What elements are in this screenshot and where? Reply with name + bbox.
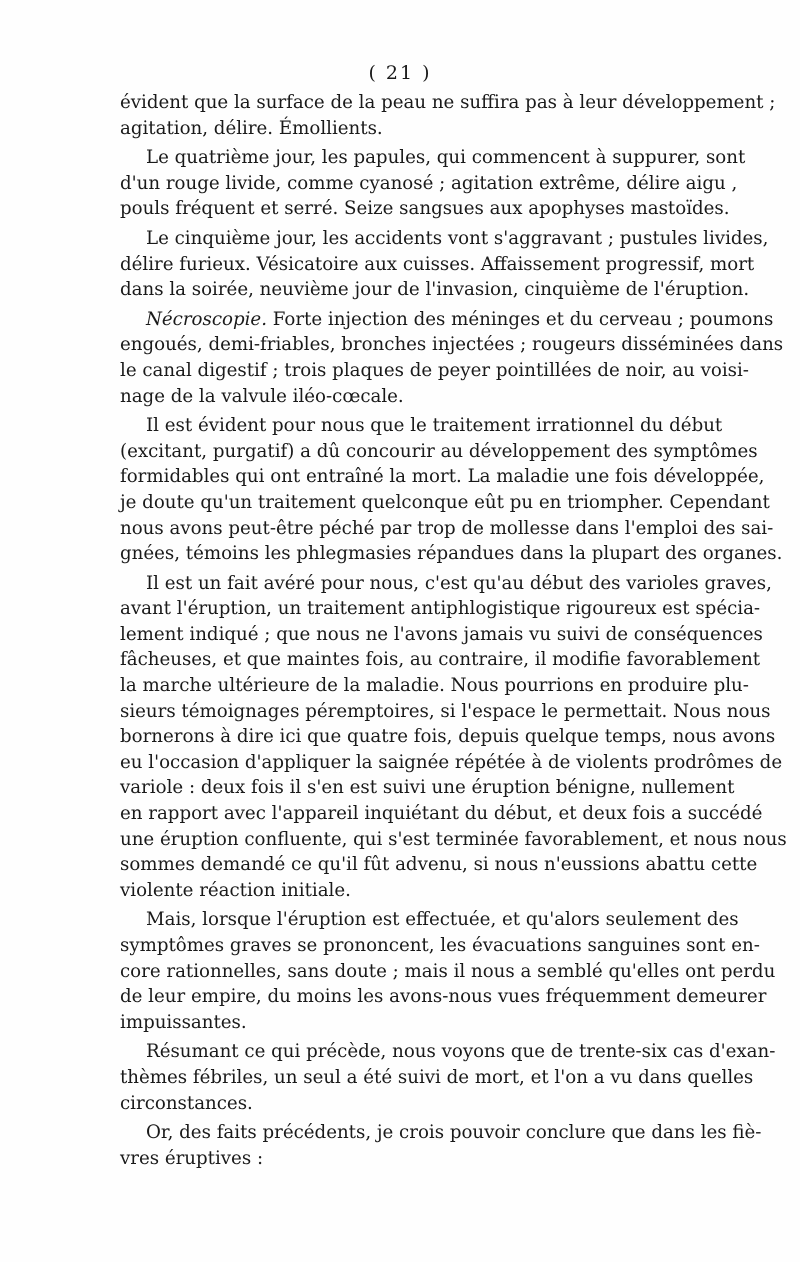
paragraph: [120, 307, 784, 409]
text-line-content: délire furieux. Vésicatoire aux cuisses. Affaissement progressif, mort: [120, 253, 755, 275]
italic-heading: Nécroscopie.: [146, 308, 267, 330]
text-line-content: avant l'éruption, un traitement antiphlogistique rigoureux est spécia-: [120, 598, 761, 620]
text-line: [120, 852, 758, 878]
text-line: [120, 196, 730, 222]
text-line-content: formidables qui ont entraîné la mort. La maladie une fois développée,: [120, 466, 765, 488]
text-line-content: Le cinquième jour, les accidents vont s'aggravant ; pustules livides,: [146, 227, 769, 249]
text-line: [120, 933, 760, 959]
text-line: [120, 464, 765, 490]
paragraph: [120, 1039, 776, 1116]
paragraph: [120, 571, 787, 904]
text-line-content: symptômes graves se prononcent, les évacuations sanguines sont en-: [120, 935, 760, 956]
text-line: [120, 750, 783, 776]
text-line-content: lement indiqué ; que nous ne l'avons jamais vu suivi de conséquences: [120, 623, 763, 645]
text-line: [120, 801, 763, 827]
text-line-content: Forte injection des méninges et du cerveau ; poumons: [266, 308, 774, 330]
text-line-content: fâcheuses, et que maintes fois, au contraire, il modifie favorablement: [120, 649, 761, 671]
text-line-content: engoués, demi-friables, bronches injectées ; rougeurs disséminées dans: [120, 334, 784, 356]
text-line-content: nous avons peut-être péché par trop de mollesse dans l'emploi des sai-: [120, 517, 774, 539]
text-line-content: le canal digestif ; trois plaques de peyer pointillées de noir, au voisi-: [120, 359, 749, 381]
text-line: [120, 1039, 776, 1065]
text-line-content: vres éruptives :: [120, 1147, 264, 1169]
text-line: [120, 827, 787, 853]
text-line-content: de leur empire, du moins les avons-nous vues fréquemment demeurer: [120, 986, 767, 1008]
text-line: [120, 307, 774, 333]
text-line: [120, 116, 676, 142]
text-line-content: Or, des faits précédents, je crois pouvoir conclure que dans les fiè-: [146, 1122, 762, 1144]
text-line: [120, 959, 776, 985]
page-number: ( 21 ): [368, 62, 432, 84]
text-line: [120, 673, 749, 699]
text-line: [120, 490, 770, 516]
paragraph: [120, 907, 776, 1035]
text-line: [120, 541, 783, 567]
text-line-content: violente réaction initiale.: [120, 879, 351, 901]
text-line-content: en rapport avec l'appareil inquiétant du début, et deux fois a succédé: [120, 803, 763, 825]
text-line-content: pouls fréquent et serré. Seize sangsues aux apophyses mastoïdes.: [120, 198, 730, 220]
text-line-content: circonstances.: [120, 1092, 253, 1114]
text-line: [120, 277, 750, 303]
text-line-content: évident que la surface de la peau ne suffira pas à leur développement ;: [120, 92, 776, 113]
text-line-content: eu l'occasion d'appliquer la saignée répétée à de violents prodrômes de: [120, 751, 783, 773]
text-line: [120, 775, 735, 801]
text-line-content: la marche ultérieure de la maladie. Nous pourrions en produire plu-: [120, 675, 749, 697]
text-line-content: d'un rouge livide, comme cyanosé ; agitation extrême, délire aigu ,: [120, 172, 738, 194]
text-line: [120, 90, 776, 116]
text-line: [120, 984, 767, 1010]
text-line-content: (excitant, purgatif) a dû concourir au développement des symptômes: [120, 440, 758, 462]
text-line: [120, 516, 774, 542]
paragraph: [120, 413, 783, 567]
text-line-content: impuissantes.: [120, 1011, 247, 1033]
text-line-content: thèmes fébriles, un seul a été suivi de mort, et l'on a vu dans quelles: [120, 1066, 754, 1088]
text-line: [120, 252, 755, 278]
text-line: [120, 1146, 676, 1172]
text-line: [120, 439, 758, 465]
text-line-content: nage de la valvule iléo-cœcale.: [120, 385, 404, 407]
text-line-content: Résumant ce qui précède, nous voyons que de trente-six cas d'exan-: [146, 1041, 776, 1063]
text-line-content: Mais, lorsque l'éruption est effectuée, et qu'alors seulement des: [146, 909, 739, 931]
text-line-content: core rationnelles, sans doute ; mais il nous a semblé qu'elles ont perdu: [120, 960, 776, 982]
text-line-content: agitation, délire. Émollients.: [120, 117, 383, 139]
text-line: [120, 358, 749, 384]
paragraph: [120, 90, 776, 141]
text-line-content: gnées, témoins les phlegmasies répandues dans la plupart des organes.: [120, 543, 783, 565]
text-line: [120, 413, 723, 439]
text-line: [120, 622, 763, 648]
text-line-content: Il est un fait avéré pour nous, c'est qu'au début des varioles graves,: [146, 572, 772, 594]
text-line-content: Le quatrième jour, les papules, qui commencent à suppurer, sont: [146, 147, 746, 169]
text-line-content: sommes demandé ce qu'il fût advenu, si nous n'eussions abattu cette: [120, 854, 758, 876]
text-line-content: dans la soirée, neuvième jour de l'invasion, cinquième de l'éruption.: [120, 279, 750, 301]
text-line: [120, 332, 784, 358]
paragraph: [120, 1120, 762, 1171]
text-line: [120, 647, 761, 673]
text-line-content: variole : deux fois il s'en est suivi une éruption bénigne, nullement: [120, 777, 735, 799]
text-line: [120, 384, 676, 410]
paragraph: [120, 226, 769, 303]
text-line-content: une éruption confluente, qui s'est terminée favorablement, et nous nous: [120, 828, 787, 850]
text-line-content: sieurs témoignages péremptoires, si l'espace le permettait. Nous nous: [120, 700, 771, 722]
text-line: [120, 1065, 754, 1091]
paragraph: [120, 145, 746, 222]
text-line: [120, 1010, 676, 1036]
text-line: [120, 1120, 762, 1146]
text-line: [120, 699, 771, 725]
text-line-content: Il est évident pour nous que le traitement irrationnel du début: [146, 415, 723, 437]
text-line: [120, 724, 776, 750]
text-line: [120, 145, 746, 171]
text-line: [120, 878, 676, 904]
text-line: [120, 907, 739, 933]
text-line-content: bornerons à dire ici que quatre fois, depuis quelque temps, nous avons: [120, 726, 776, 748]
text-line: [120, 571, 772, 597]
text-line: [120, 171, 738, 197]
text-line: [120, 1091, 676, 1117]
text-line: [120, 596, 761, 622]
text-line: [120, 226, 769, 252]
body-text: [120, 90, 787, 1171]
text-line-content: je doute qu'un traitement quelconque eût pu en triompher. Cependant: [120, 491, 770, 513]
